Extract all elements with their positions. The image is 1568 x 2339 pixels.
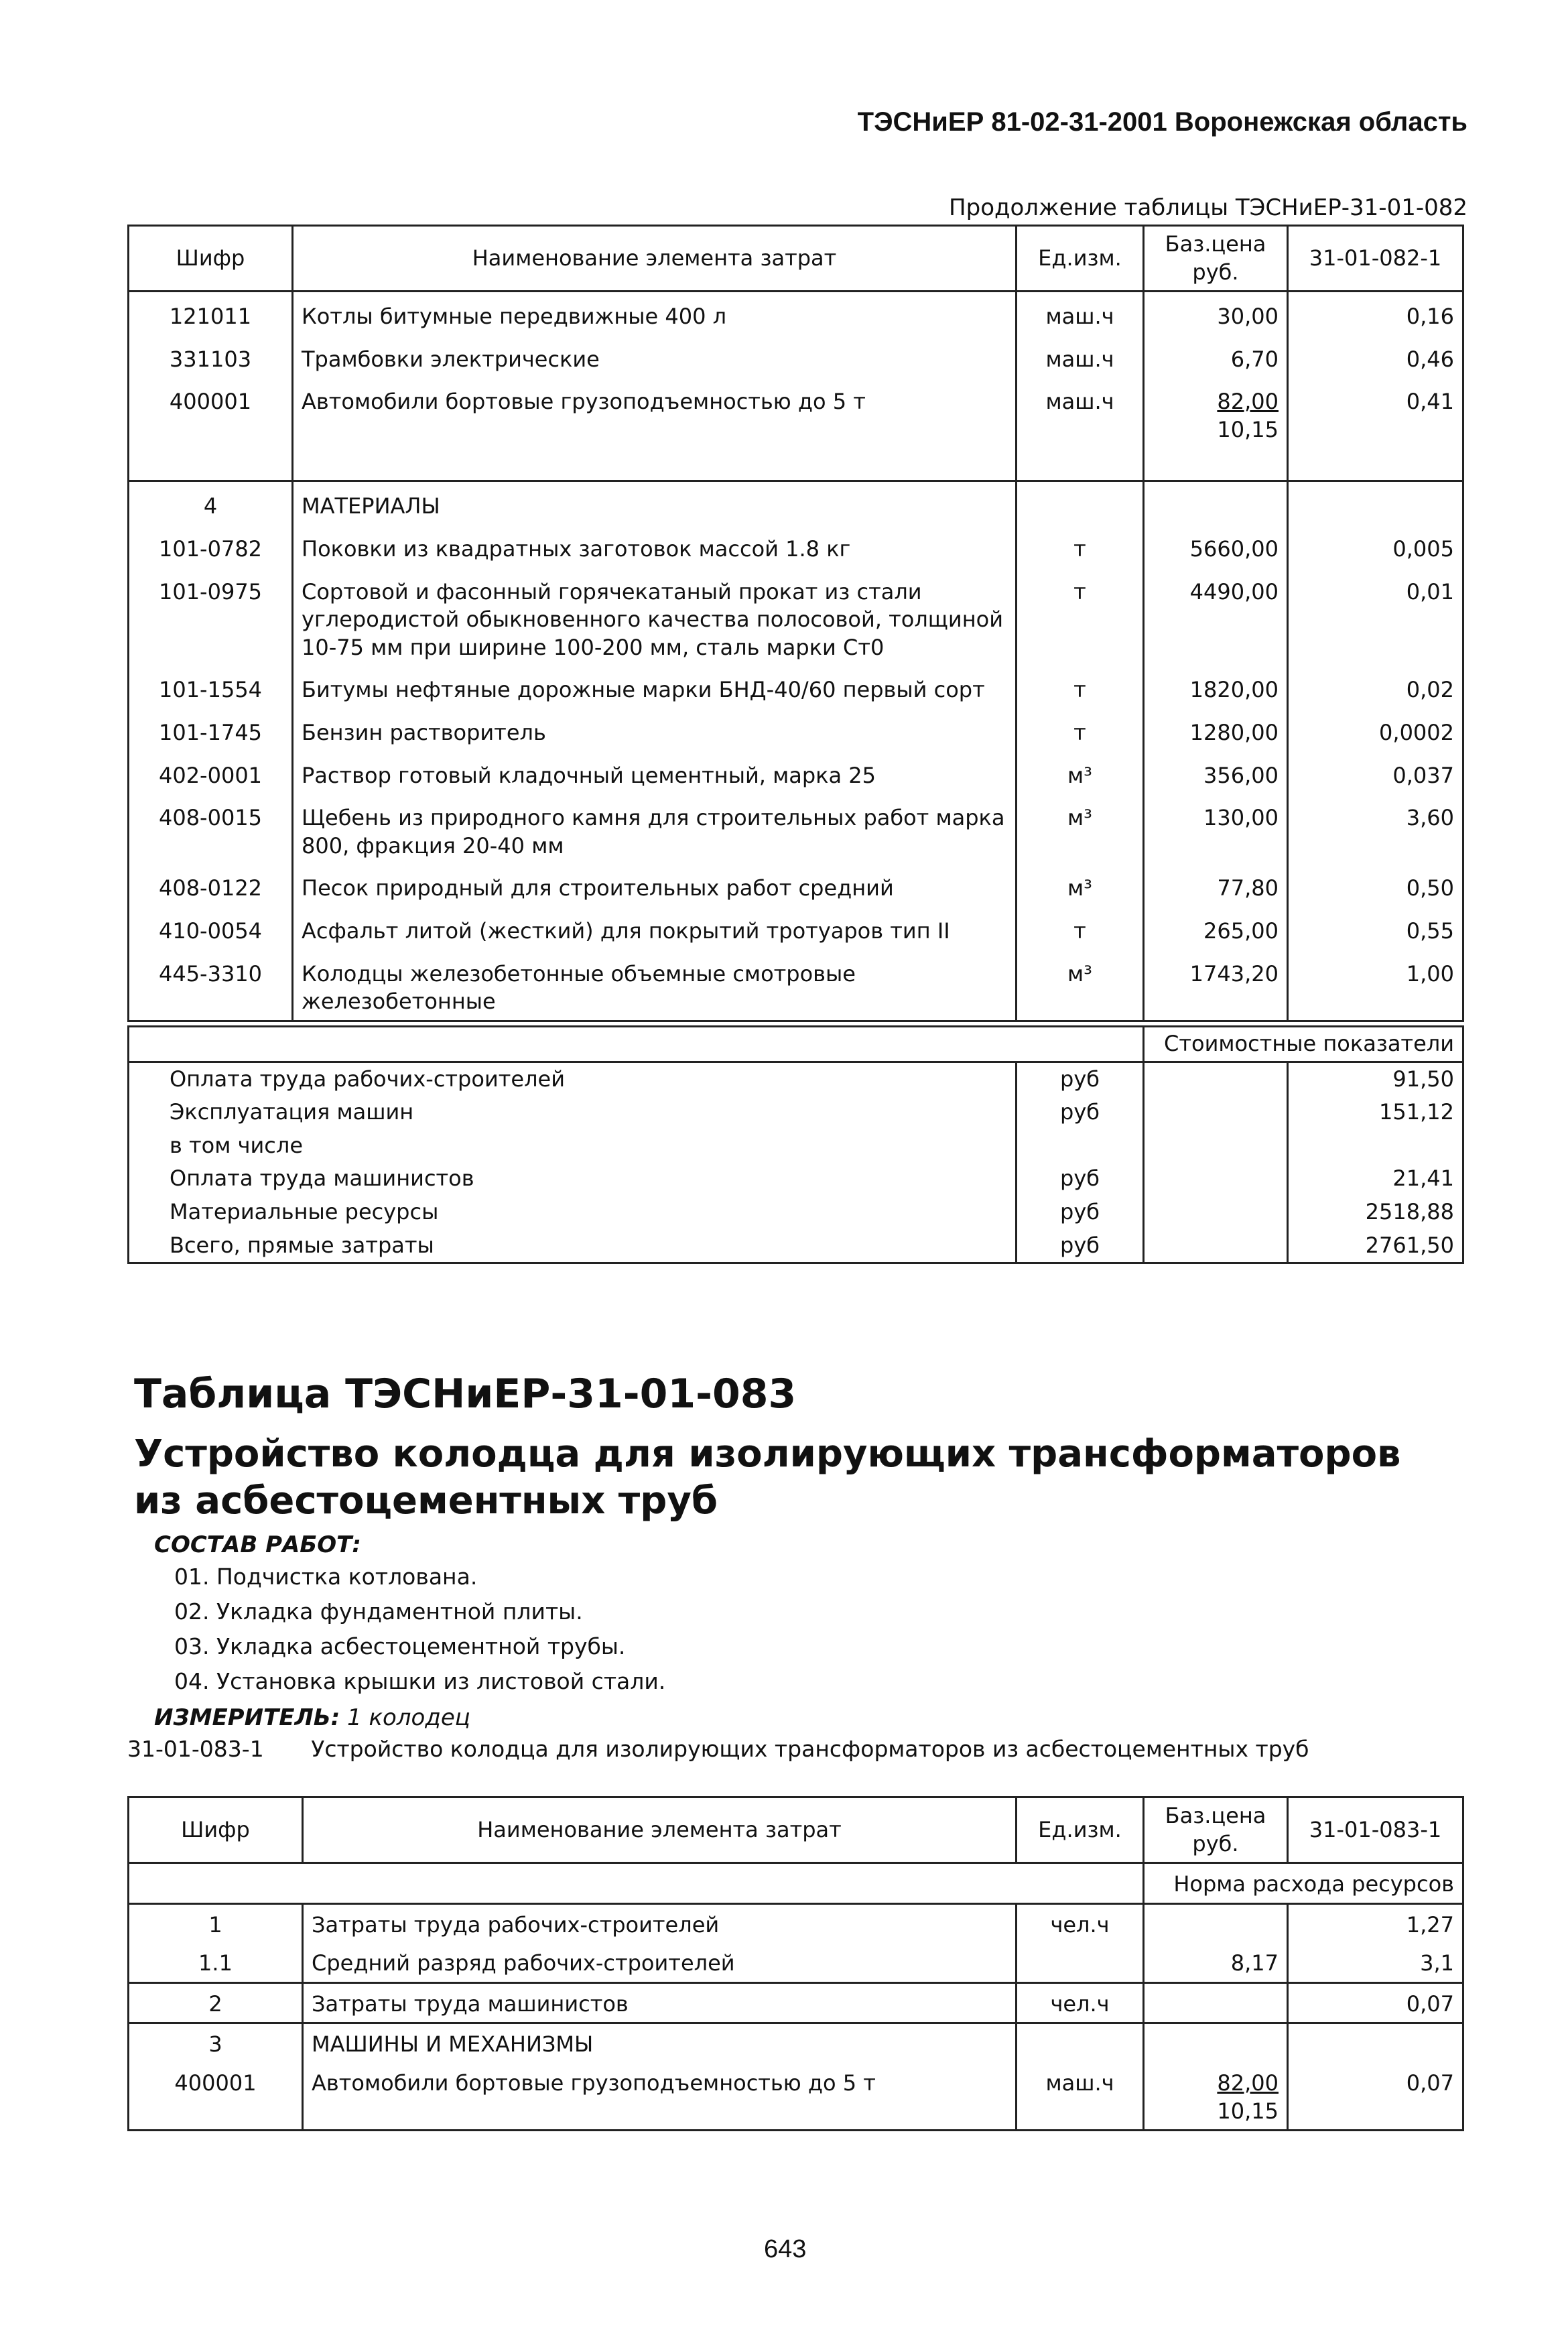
row-unit: маш.ч <box>1017 377 1144 448</box>
resource-table-082 <box>127 225 1464 1022</box>
summary-unit: руб <box>1017 1162 1144 1196</box>
row-price: 356,00 <box>1144 751 1288 794</box>
summary-unit <box>1017 1129 1144 1163</box>
table-row <box>129 568 1463 666</box>
summary-label: Эксплуатация машин <box>129 1096 1017 1129</box>
row-unit: м³ <box>1017 864 1144 907</box>
row-norm: 0,0002 <box>1288 708 1463 751</box>
row-code: 408-0015 <box>129 794 293 864</box>
row-price <box>1144 377 1288 448</box>
table-row <box>129 1943 1463 1982</box>
running-header: ТЭСНиЕР 81-02-31-2001 Воронежская область <box>857 107 1467 137</box>
table-row <box>129 377 1463 448</box>
summary-label: в том числе <box>129 1129 1017 1163</box>
row-price <box>1144 1982 1288 2023</box>
table-continuation-label: Продолжение таблицы ТЭСНиЕР-31-01-082 <box>949 194 1467 221</box>
row-price <box>1144 1903 1288 1943</box>
column-header-name: Наименование элемента затрат <box>303 1797 1017 1863</box>
row-norm: 0,50 <box>1288 864 1463 907</box>
operator-wage-price: 10,15 <box>1217 2098 1279 2124</box>
row-unit: чел.ч <box>1017 1903 1144 1943</box>
row-norm: 0,07 <box>1288 1982 1463 2023</box>
row-name: Средний разряд рабочих-строителей <box>303 1943 1017 1982</box>
row-code: 408-0122 <box>129 864 293 907</box>
work-item: 03. Укладка асбестоцементной трубы. <box>174 1633 626 1659</box>
norm-description: Устройство колодца для изолирующих трансформаторов из асбестоцементных труб <box>311 1736 1309 1762</box>
row-code: 101-1745 <box>129 708 293 751</box>
row-name: Битумы нефтяные дорожные марки БНД-40/60 первый сорт <box>293 666 1017 708</box>
row-norm: 0,02 <box>1288 666 1463 708</box>
row-code: 410-0054 <box>129 907 293 950</box>
norm-code-line <box>127 1736 1309 1762</box>
table-row <box>129 525 1463 568</box>
table-row <box>129 2063 1463 2131</box>
row-code: 101-0975 <box>129 568 293 666</box>
row-norm: 0,01 <box>1288 568 1463 666</box>
row-unit: м³ <box>1017 751 1144 794</box>
row-norm: 0,16 <box>1288 292 1463 335</box>
table-row <box>129 907 1463 950</box>
section-row-materials <box>129 481 1463 525</box>
row-unit: маш.ч <box>1017 335 1144 378</box>
row-unit: м³ <box>1017 950 1144 1021</box>
row-name: Сортовой и фасонный горячекатаный прокат из стали углеродистой обыкновенного качества полосовой, толщиной 10-75 мм при ширине 100-200 мм, сталь марки Ст0 <box>293 568 1017 666</box>
column-header-code: Шифр <box>129 226 293 292</box>
table-header-row <box>129 226 1463 292</box>
summary-unit: руб <box>1017 1229 1144 1263</box>
summary-row <box>129 1096 1463 1129</box>
row-code: 400001 <box>129 2063 303 2131</box>
row-code: 400001 <box>129 377 293 448</box>
row-name: Раствор готовый кладочный цементный, марка 25 <box>293 751 1017 794</box>
summary-label: Оплата труда рабочих-строителей <box>129 1062 1017 1096</box>
summary-unit: руб <box>1017 1096 1144 1129</box>
row-norm: 0,005 <box>1288 525 1463 568</box>
row-unit: т <box>1017 568 1144 666</box>
table-row <box>129 335 1463 378</box>
row-unit: чел.ч <box>1017 1982 1144 2023</box>
table-row <box>129 666 1463 708</box>
row-code: 445-3310 <box>129 950 293 1021</box>
row-norm: 0,07 <box>1288 2063 1463 2131</box>
base-price: 82,00 <box>1217 389 1279 415</box>
row-unit: маш.ч <box>1017 292 1144 335</box>
table-row <box>129 864 1463 907</box>
operator-wage-price: 10,15 <box>1217 416 1279 442</box>
row-price <box>1144 2063 1288 2131</box>
row-norm: 1,00 <box>1288 950 1463 1021</box>
row-name: Автомобили бортовые грузоподъемностью до 5 т <box>293 377 1017 448</box>
summary-row <box>129 1162 1463 1196</box>
norm-heading-row <box>129 1863 1463 1904</box>
row-price: 1820,00 <box>1144 666 1288 708</box>
table-row <box>129 794 1463 864</box>
row-name: Затраты труда рабочих-строителей <box>303 1903 1017 1943</box>
base-price: 82,00 <box>1217 2070 1279 2096</box>
column-header-norm: 31-01-082-1 <box>1288 226 1463 292</box>
row-name: Трамбовки электрические <box>293 335 1017 378</box>
row-unit: т <box>1017 708 1144 751</box>
row-name: Поковки из квадратных заготовок массой 1.8 кг <box>293 525 1017 568</box>
column-header-name: Наименование элемента затрат <box>293 226 1017 292</box>
summary-value: 2761,50 <box>1288 1229 1463 1263</box>
row-price: 4490,00 <box>1144 568 1288 666</box>
row-price: 5660,00 <box>1144 525 1288 568</box>
table-row <box>129 292 1463 335</box>
row-code: 101-0782 <box>129 525 293 568</box>
summary-row <box>129 1062 1463 1096</box>
row-price: 1743,20 <box>1144 950 1288 1021</box>
measure-label: ИЗМЕРИТЕЛЬ: <box>154 1704 340 1731</box>
row-price: 30,00 <box>1144 292 1288 335</box>
measure-value: 1 колодец <box>347 1704 470 1731</box>
column-header-code: Шифр <box>129 1797 303 1863</box>
row-name: Песок природный для строительных работ средний <box>293 864 1017 907</box>
summary-row <box>129 1196 1463 1229</box>
row-code: 2 <box>129 1982 303 2023</box>
summary-heading-row <box>129 1027 1463 1062</box>
row-unit: м³ <box>1017 794 1144 864</box>
section-name: МАШИНЫ И МЕХАНИЗМЫ <box>303 2023 1017 2063</box>
row-norm: 0,41 <box>1288 377 1463 448</box>
row-name: Колодцы железобетонные объемные смотровые железобетонные <box>293 950 1017 1021</box>
row-norm: 1,27 <box>1288 1903 1463 1943</box>
section-code: 3 <box>129 2023 303 2063</box>
summary-value: 21,41 <box>1288 1162 1463 1196</box>
page-number: 643 <box>764 2235 807 2263</box>
summary-row <box>129 1129 1463 1163</box>
summary-value <box>1288 1129 1463 1163</box>
row-code: 1.1 <box>129 1943 303 1982</box>
row-price: 6,70 <box>1144 335 1288 378</box>
table-row <box>129 1903 1463 1943</box>
work-item: 04. Установка крышки из листовой стали. <box>174 1668 666 1694</box>
row-unit: маш.ч <box>1017 2063 1144 2131</box>
summary-row <box>129 1229 1463 1263</box>
row-name: Асфальт литой (жесткий) для покрытий тротуаров тип II <box>293 907 1017 950</box>
row-norm: 3,60 <box>1288 794 1463 864</box>
column-header-price: Баз.цена руб. <box>1144 1797 1288 1863</box>
section-name: МАТЕРИАЛЫ <box>293 481 1017 525</box>
row-name: Автомобили бортовые грузоподъемностью до 5 т <box>303 2063 1017 2131</box>
row-unit: т <box>1017 907 1144 950</box>
row-unit: т <box>1017 525 1144 568</box>
row-name: Котлы битумные передвижные 400 л <box>293 292 1017 335</box>
table-row <box>129 751 1463 794</box>
column-header-unit: Ед.изм. <box>1017 226 1144 292</box>
summary-heading: Стоимостные показатели <box>1144 1027 1463 1062</box>
row-code: 1 <box>129 1903 303 1943</box>
row-price: 8,17 <box>1144 1943 1288 1982</box>
row-norm: 0,46 <box>1288 335 1463 378</box>
row-unit <box>1017 1943 1144 1982</box>
table-row <box>129 950 1463 1021</box>
summary-value: 2518,88 <box>1288 1196 1463 1229</box>
row-norm: 0,037 <box>1288 751 1463 794</box>
norm-heading: Норма расхода ресурсов <box>1144 1863 1463 1904</box>
section-row-machines <box>129 2023 1463 2063</box>
norm-code: 31-01-083-1 <box>127 1736 264 1762</box>
summary-unit: руб <box>1017 1062 1144 1096</box>
row-name: Бензин растворитель <box>293 708 1017 751</box>
row-code: 121011 <box>129 292 293 335</box>
column-header-price: Баз.цена руб. <box>1144 226 1288 292</box>
summary-unit: руб <box>1017 1196 1144 1229</box>
row-code: 331103 <box>129 335 293 378</box>
summary-label: Материальные ресурсы <box>129 1196 1017 1229</box>
row-unit: т <box>1017 666 1144 708</box>
row-norm: 3,1 <box>1288 1943 1463 1982</box>
cost-summary-table <box>127 1025 1464 1264</box>
summary-label: Оплата труда машинистов <box>129 1162 1017 1196</box>
table-row <box>129 708 1463 751</box>
section-code: 4 <box>129 481 293 525</box>
row-price: 130,00 <box>1144 794 1288 864</box>
column-header-unit: Ед.изм. <box>1017 1797 1144 1863</box>
column-header-norm: 31-01-083-1 <box>1288 1797 1463 1863</box>
table-row <box>129 1982 1463 2023</box>
work-item: 02. Укладка фундаментной плиты. <box>174 1598 583 1625</box>
summary-label: Всего, прямые затраты <box>129 1229 1017 1263</box>
table-header-row <box>129 1797 1463 1863</box>
row-name: Затраты труда машинистов <box>303 1982 1017 2023</box>
works-heading: СОСТАВ РАБОТ: <box>154 1531 361 1558</box>
row-name: Щебень из природного камня для строительных работ марка 800, фракция 20-40 мм <box>293 794 1017 864</box>
row-code: 402-0001 <box>129 751 293 794</box>
row-norm: 0,55 <box>1288 907 1463 950</box>
row-price: 1280,00 <box>1144 708 1288 751</box>
summary-value: 91,50 <box>1288 1062 1463 1096</box>
row-price: 265,00 <box>1144 907 1288 950</box>
row-code: 101-1554 <box>129 666 293 708</box>
spacer-row <box>129 448 1463 481</box>
section-subtitle: Устройство колодца для изолирующих трансформаторов из асбестоцементных труб <box>134 1432 1401 1523</box>
row-price: 77,80 <box>1144 864 1288 907</box>
measure-line <box>154 1704 470 1731</box>
section-title: Таблица ТЭСНиЕР-31-01-083 <box>134 1371 797 1417</box>
resource-table-083 <box>127 1796 1464 2131</box>
work-item: 01. Подчистка котлована. <box>174 1564 478 1590</box>
summary-value: 151,12 <box>1288 1096 1463 1129</box>
